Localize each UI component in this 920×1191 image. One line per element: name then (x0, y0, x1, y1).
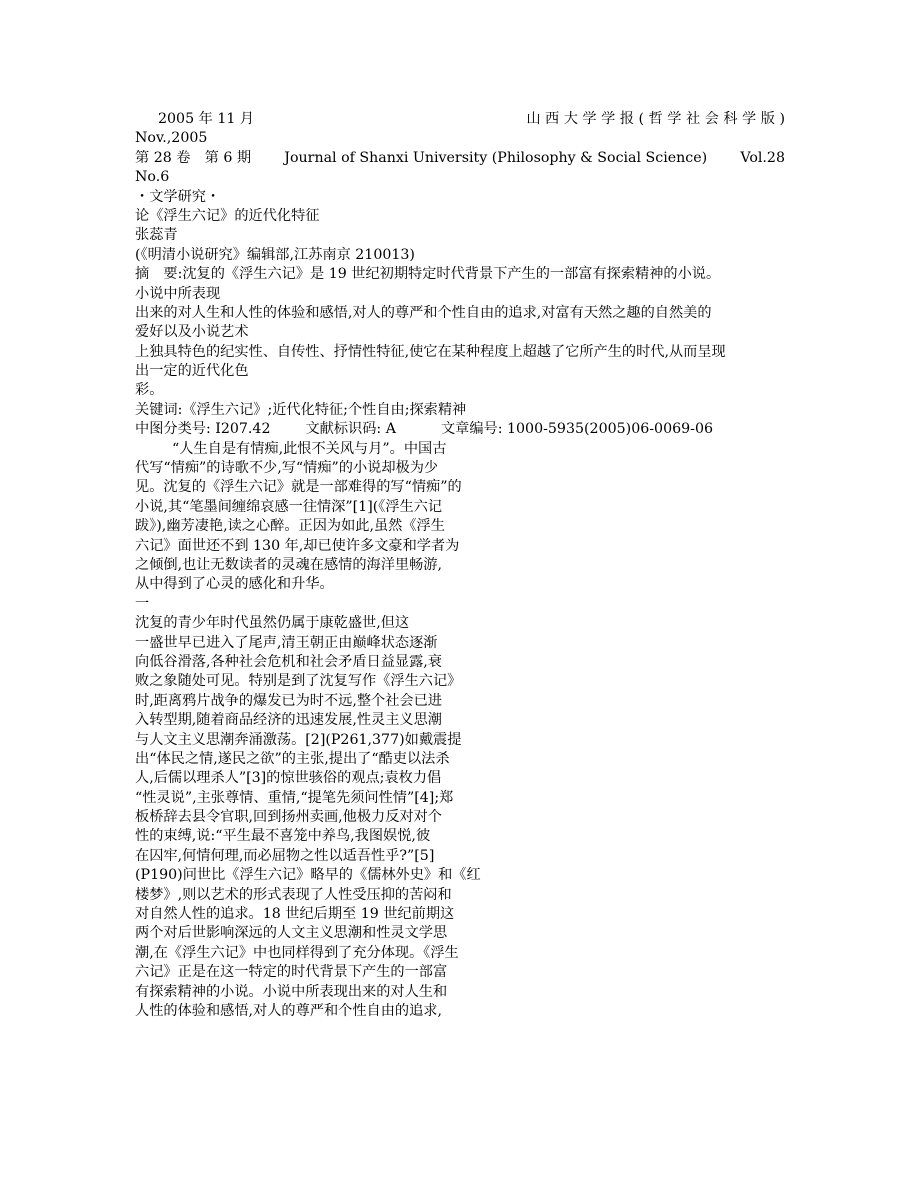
document-code: 文献标识码: A (305, 421, 396, 438)
header-issue-en: No.6 (135, 169, 170, 186)
header-volume-cn: 第 28 卷 第 6 期 (135, 149, 252, 166)
body-line: 向低谷滑落,各种社会危机和社会矛盾日益显露,衰 (135, 653, 442, 670)
body-line: 楼梦》,则以艺术的形式表现了人性受压抑的苦闷和 (135, 886, 452, 903)
author-affiliation: (《明清小说研究》编辑部,江苏南京 210013) (135, 246, 415, 263)
header-date-en: Nov.,2005 (135, 130, 208, 147)
header-journal-cn: 山 西 大 学 学 报 ( 哲 学 社 会 科 学 版 ) (526, 111, 785, 127)
body-line: 有探索精神的小说。小说中所表现出来的对人生和 (135, 983, 448, 1000)
body-line: 人,后儒以理杀人”[3]的惊世骇俗的观点;袁枚力倡 (135, 770, 442, 787)
article-title: 论《浮生六记》的近代化特征 (135, 207, 320, 224)
classification-row (135, 420, 785, 439)
body-line: 两个对后世影响深远的人文主义思潮和性灵文学思 (135, 925, 448, 942)
abstract-line: 出一定的近代化色 (135, 363, 249, 380)
body-line: “性灵说”,主张尊情、重情,“提笔先须问性情”[4];郑 (135, 789, 454, 806)
intro-line: 六记》面世还不到 130 年,却已使许多文豪和学者为 (135, 537, 460, 554)
section-number: 一 (135, 595, 150, 612)
article-author: 张蕊青 (135, 227, 178, 244)
intro-line: 小说,其“笔墨间缠绵哀感一往情深”[1](《浮生六记 (135, 498, 443, 515)
body-line: 出“体民之情,遂民之欲”的主张,提出了“酷吏以法杀 (135, 750, 450, 767)
header-row-1 (135, 110, 785, 129)
body-line: 一盛世早已进入了尾声,清王朝正由巅峰状态逐渐 (135, 634, 438, 651)
body-line: 败之象随处可见。特别是到了沈复写作《浮生六记》 (135, 673, 462, 690)
intro-paragraph (135, 440, 785, 595)
body-line: 六记》正是在这一特定的时代背景下产生的一部富 (135, 964, 448, 981)
body-line: 性的束缚,说:“平生最不喜笼中养鸟,我图娱悦,彼 (135, 828, 431, 845)
body-line: 对自然人性的追求。18 世纪后期至 19 世纪前期这 (135, 906, 455, 923)
intro-line: 跋》),幽芳凄艳,读之心醉。正因为如此,虽然《浮生 (135, 518, 445, 535)
abstract-line: 出来的对人生和人性的体验和感悟,对人的尊严和个性自由的追求,对富有天然之趣的自然美的 (135, 304, 712, 321)
body-line: 人性的体验和感悟,对人的尊严和个性自由的追求, (135, 1002, 442, 1019)
header-journal-en: Journal of Shanxi University (Philosophy & Social Science) (284, 149, 708, 166)
article-number: 文章编号: 1000-5935(2005)06-0069-06 (440, 421, 713, 438)
abstract-line: 彩。 (135, 382, 164, 399)
keywords: 关键词:《浮生六记》;近代化特征;个性自由;探索精神 (135, 401, 467, 418)
body-line: 沈复的青少年时代虽然仍属于康乾盛世,但这 (135, 615, 410, 632)
abstract-line: 摘 要:沈复的《浮生六记》是 19 世纪初期特定时代背景下产生的一部富有探索精神的小说。 (135, 266, 721, 283)
abstract (135, 265, 785, 401)
abstract-line: 上独具特色的纪实性、自传性、抒情性特征,使它在某种程度上超越了它所产生的时代,从而呈现 (135, 343, 726, 360)
document-page (135, 110, 785, 1021)
body-line: 时,距离鸦片战争的爆发已为时不远,整个社会已进 (135, 692, 442, 709)
header-date: 2005 年 11 月 (158, 111, 255, 127)
intro-line: 之倾倒,也让无数读者的灵魂在感情的海洋里畅游, (135, 556, 442, 573)
section-label: ・文学研究・ (135, 188, 221, 205)
body-paragraph (135, 614, 785, 1021)
body-line: 潮,在《浮生六记》中也同样得到了充分体现。《浮生 (135, 944, 459, 961)
header-row-2 (135, 149, 785, 168)
body-line: 与人文主义思潮奔涌激荡。[2](P261,377)如戴震提 (135, 731, 462, 748)
body-line: (P190)问世比《浮生六记》略早的《儒林外史》和《红 (135, 867, 481, 884)
body-line: 板桥辞去县令官职,回到扬州卖画,他极力反对对个 (135, 809, 442, 826)
body-line: 入转型期,随着商品经济的迅速发展,性灵主义思潮 (135, 712, 442, 729)
intro-line: 从中得到了心灵的感化和升华。 (135, 576, 334, 593)
header-volume-en: Vol.28 (740, 149, 785, 166)
body-line: 在囚牢,何情何理,而必屈物之性以适吾性乎?”[5] (135, 847, 435, 864)
intro-line: 代写“情痴”的诗歌不少,写“情痴”的小说却极为少 (135, 460, 439, 477)
abstract-line: 小说中所表现 (135, 285, 221, 302)
abstract-line: 爱好以及小说艺术 (135, 324, 249, 341)
intro-line: 见。沈复的《浮生六记》就是一部难得的写“情痴”的 (135, 479, 462, 496)
clc-number: 中图分类号: I207.42 (135, 421, 271, 438)
intro-line: “人生自是有情痴,此恨不关风与月”。中国古 (172, 440, 447, 457)
